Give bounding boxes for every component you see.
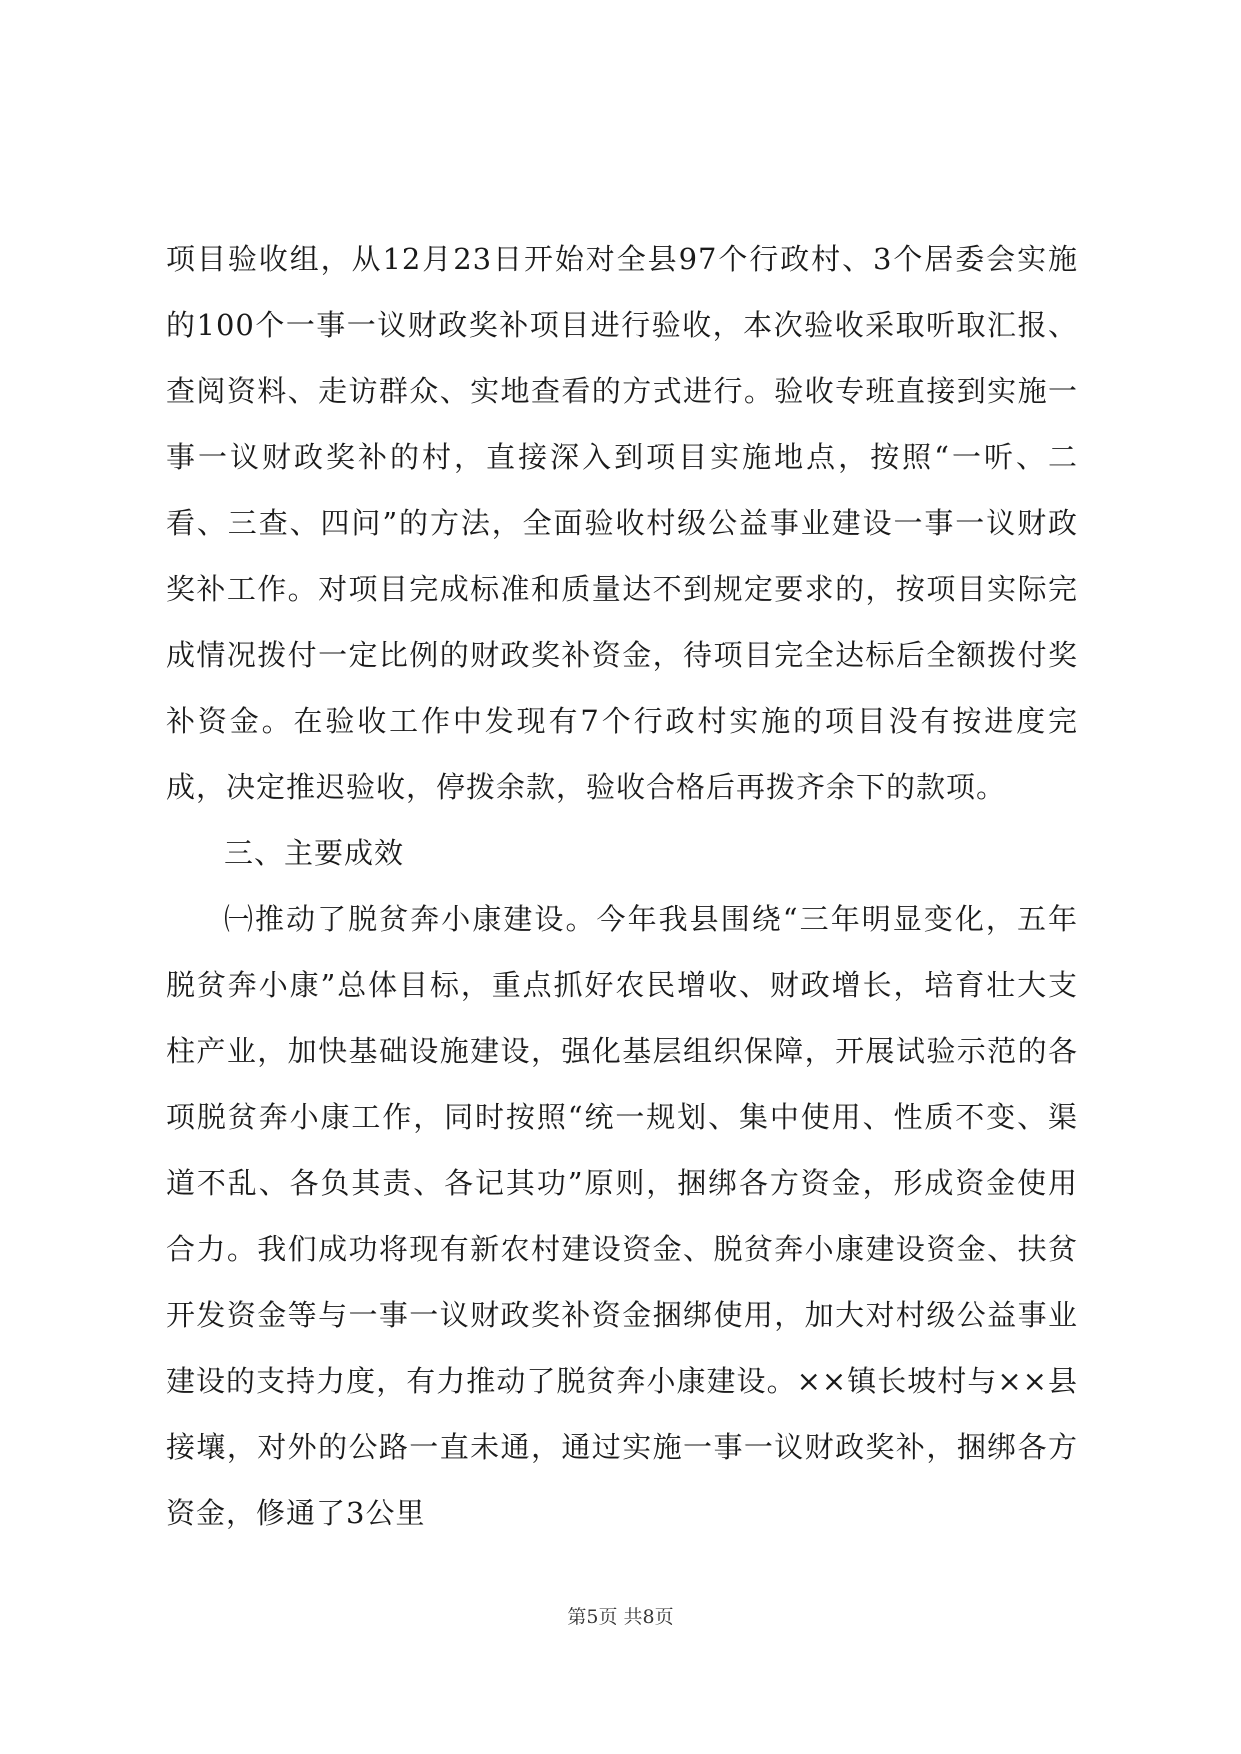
document-body bbox=[166, 226, 1078, 1546]
paragraph-continuation: 项目验收组，从12月23日开始对全县97个行政村、3个居委会实施的100个一事一议财政奖补项目进行验收，本次验收采取听取汇报、查阅资料、走访群众、实地查看的方式进行。验收专班直接到实施一事一议财政奖补的村，直接深入到项目实施地点，按照“一听、二看、三查、四问”的方法，全面验收村级公益事业建设一事一议财政奖补工作。对项目完成标准和质量达不到规定要求的，按项目实际完成情况拨付一定比例的财政奖补资金，待项目完全达标后全额拨付奖补资金。在验收工作中发现有7个行政村实施的项目没有按进度完成，决定推迟验收，停拨余款，验收合格后再拨齐余下的款项。 bbox=[166, 242, 1078, 804]
paragraph-achievement-1: ㈠推动了脱贫奔小康建设。今年我县围绕“三年明显变化，五年脱贫奔小康”总体目标，重点抓好农民增收、财政增长，培育壮大支柱产业，加快基础设施建设，强化基层组织保障，开展试验示范的各项脱贫奔小康工作，同时按照“统一规划、集中使用、性质不变、渠道不乱、各负其责、各记其功”原则，捆绑各方资金，形成资金使用合力。我们成功将现有新农村建设资金、脱贫奔小康建设资金、扶贫开发资金等与一事一议财政奖补资金捆绑使用，加大对村级公益事业建设的支持力度，有力推动了脱贫奔小康建设。××镇长坡村与××县接壤，对外的公路一直未通，通过实施一事一议财政奖补，捆绑各方资金，修通了3公里 bbox=[166, 902, 1078, 1530]
section-heading: 三、主要成效 bbox=[224, 836, 405, 870]
page-number-footer: 第5页 共8页 bbox=[567, 1606, 674, 1628]
